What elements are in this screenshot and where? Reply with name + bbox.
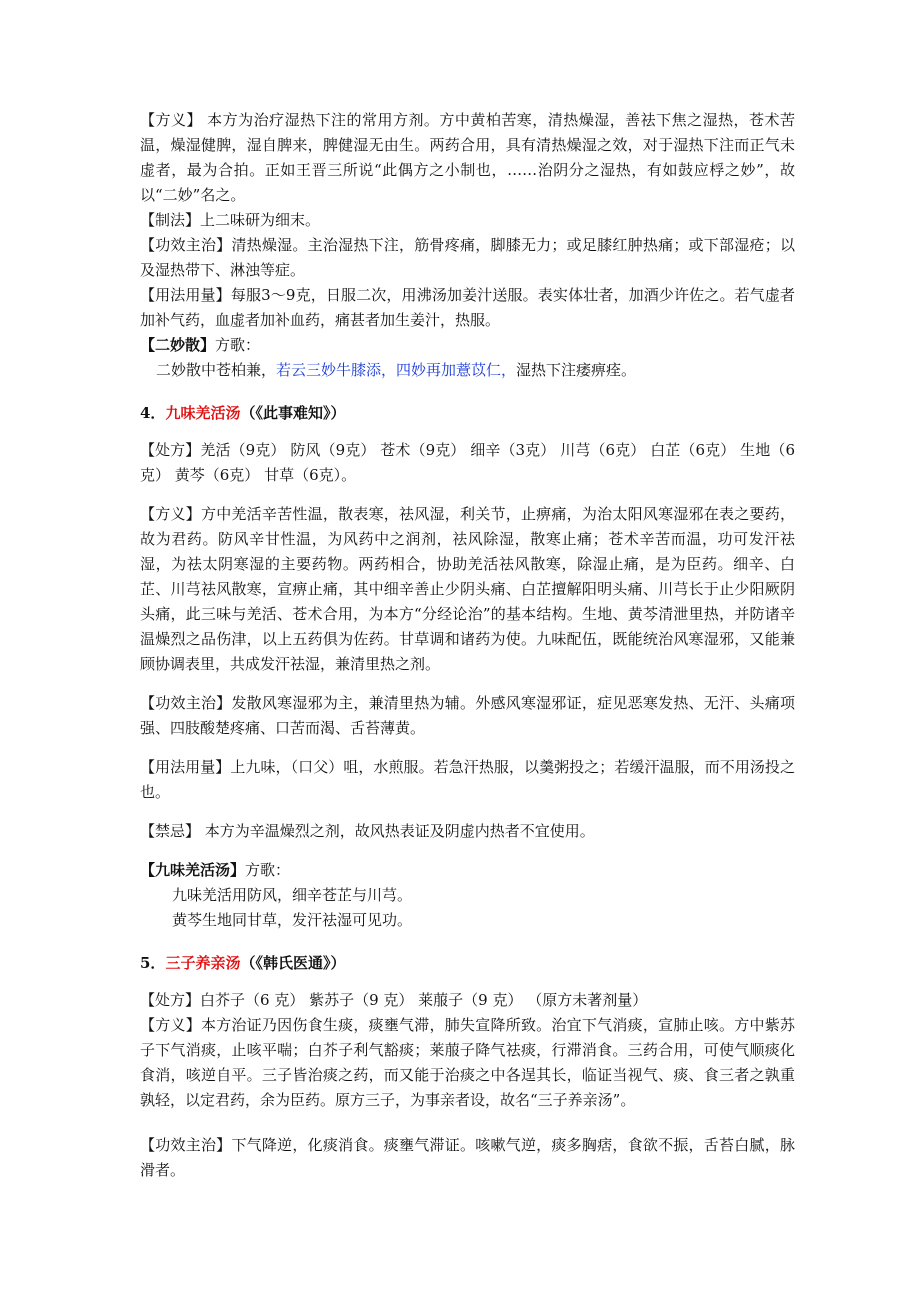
fangyi-text: 方中羌活辛苦性温，散表寒，祛风湿，利关节，止痹痛，为治太阳风寒湿邪在表之要药，故为君药。防风辛甘性温，为风药中之润剂，祛风除湿，散寒止痛；苍术辛苦而温，功可发汗祛湿，为祛太阴寒湿的主要药物。两药相合，协助羌活祛风散寒，除湿止痛，是为臣药。细辛、白芷、川芎祛风散寒，宣痹止痛，其中细辛善止少阴头痛、白芷擅解阳明头痛、川芎长于止少阳厥阴头痛，此三味与羌活、苍术合用，为本方“分经论治”的基本结构。生地、黄芩清泄里热，并防诸辛温燥烈之品伤津，以上五药俱为佐药。甘草调和诸药为使。九味配伍，既能统治风寒湿邪，又能兼顾协调表里，共成发汗祛湿，兼清里热之剂。 — [140, 505, 795, 673]
fangge-heading — [140, 858, 795, 883]
fangge-heading — [140, 333, 795, 358]
section-heading-5 — [140, 951, 795, 976]
fangge-suffix: 方歌： — [215, 336, 261, 354]
fangyi-label: 【方义】 — [140, 1016, 201, 1034]
yongfa-text: 每服3～9克，日服二次，用沸汤加姜汁送服。表实体壮者，加酒少许佐之。若气虚者加补气药，血虚者加补血药，痛甚者加生姜汁，热服。 — [140, 286, 795, 329]
chufang-label: 【处方】 — [140, 441, 201, 459]
fangge-verse — [140, 358, 795, 383]
chufang-text: 羌活（9克） 防风（9克） 苍术（9克） 细辛（3克） 川芎（6克） 白芷（6克） 生地（6克） 黄芩（6克） 甘草（6克）。 — [140, 441, 795, 484]
fangyi-text: 本方为治疗湿热下注的常用方剂。方中黄柏苦寒，清热燥湿，善祛下焦之湿热，苍术苦温，燥湿健脾，湿自脾来，脾健湿无由生。两药合用，具有清热燥湿之效，对于湿热下注而正气未虚者，最为合拍。正如王晋三所说“此偶方之小制也，……治阴分之湿热，有如鼓应桴之妙”，故以“二妙”名之。 — [140, 111, 795, 204]
formula-source: （《此事难知》） — [240, 404, 346, 422]
fangge-label: 【九味羌活汤】 — [140, 861, 246, 879]
fangyi-label: 【方义】 — [140, 505, 201, 523]
fangge-label: 【二妙散】 — [140, 336, 216, 354]
gongxiao-label: 【功效主治】 — [140, 694, 232, 712]
jinji-text: 本方为辛温燥烈之剂，故风热表证及阴虚内热者不宜使用。 — [200, 822, 595, 840]
zhifa-text: 上二味研为细末。 — [200, 211, 321, 229]
fangyi-paragraph — [140, 108, 795, 208]
gongxiao-paragraph — [140, 1133, 795, 1183]
formula-name: 九味羌活汤 — [165, 404, 241, 422]
fangge-verse-line: 九味羌活用防风，细辛苍芷与川芎。 — [172, 886, 413, 904]
yongfa-text: 上九味，（口父）咀，水煎服。若急汗热服，以羹粥投之；若缓汗温服，而不用汤投之也。 — [140, 758, 795, 801]
verse-part1: 二妙散中苍柏兼， — [156, 361, 277, 379]
yongfa-label: 【用法用量】 — [140, 286, 231, 304]
chufang-paragraph — [140, 438, 795, 488]
formula-source: （《韩氏医通》） — [240, 954, 346, 972]
jinji-paragraph — [140, 819, 795, 844]
chufang-paragraph — [140, 988, 795, 1013]
section-heading-4 — [140, 401, 795, 426]
yongfa-paragraph — [140, 283, 795, 333]
gongxiao-paragraph — [140, 233, 795, 283]
gongxiao-paragraph — [140, 691, 795, 741]
text-column — [140, 108, 795, 1183]
gongxiao-label: 【功效主治】 — [140, 1136, 232, 1154]
jinji-label: 【禁忌】 — [140, 822, 201, 840]
yongfa-paragraph — [140, 755, 795, 805]
fangyi-paragraph — [140, 1013, 795, 1113]
chufang-text: 白芥子（6 克） 紫苏子（9 克） 莱菔子（9 克） （原方未著剂量） — [200, 991, 648, 1009]
verse-part2-highlight: 若云三妙牛膝添，四妙再加薏苡仁， — [276, 361, 517, 379]
fangge-suffix: 方歌： — [245, 861, 291, 879]
chufang-label: 【处方】 — [140, 991, 201, 1009]
zhifa-label: 【制法】 — [140, 211, 201, 229]
fangyi-text: 本方治证乃因伤食生痰，痰壅气滞，肺失宣降所致。治宜下气消痰，宣肺止咳。方中紫苏子下气消痰，止咳平喘；白芥子利气豁痰；莱菔子降气祛痰，行滞消食。三药合用，可使气顺痰化食消，咳逆自平。三子皆治痰之药，而又能于治痰之中各逞其长，临证当视气、痰、食三者之孰重孰轻，以定君药，余为臣药。原方三子，为事亲者设，故名“三子养亲汤”。 — [140, 1016, 795, 1109]
verse-part3: 湿热下注痿痹痊。 — [516, 361, 637, 379]
gongxiao-text: 下气降逆，化痰消食。痰壅气滞证。咳嗽气逆，痰多胸痞，食欲不振，舌苔白腻，脉滑者。 — [140, 1136, 795, 1179]
gongxiao-label: 【功效主治】 — [140, 236, 232, 254]
gongxiao-text: 发散风寒湿邪为主，兼清里热为辅。外感风寒湿邪证，症见恶寒发热、无汗、头痛项强、四肢酸楚疼痛、口苦而渴、舌苔薄黄。 — [140, 694, 795, 737]
section-number: 5． — [140, 954, 166, 972]
zhifa-paragraph — [140, 208, 795, 233]
fangyi-paragraph — [140, 502, 795, 677]
yongfa-label: 【用法用量】 — [140, 758, 231, 776]
gongxiao-text: 清热燥湿。主治湿热下注，筋骨疼痛，脚膝无力；或足膝红肿热痛；或下部湿疮；以及湿热带下、淋浊等症。 — [140, 236, 795, 279]
fangge-verse-line: 黄芩生地同甘草，发汗祛湿可见功。 — [172, 911, 413, 929]
section-number: 4． — [140, 404, 166, 422]
fangyi-label: 【方义】 — [140, 111, 202, 129]
formula-name: 三子养亲汤 — [165, 954, 241, 972]
